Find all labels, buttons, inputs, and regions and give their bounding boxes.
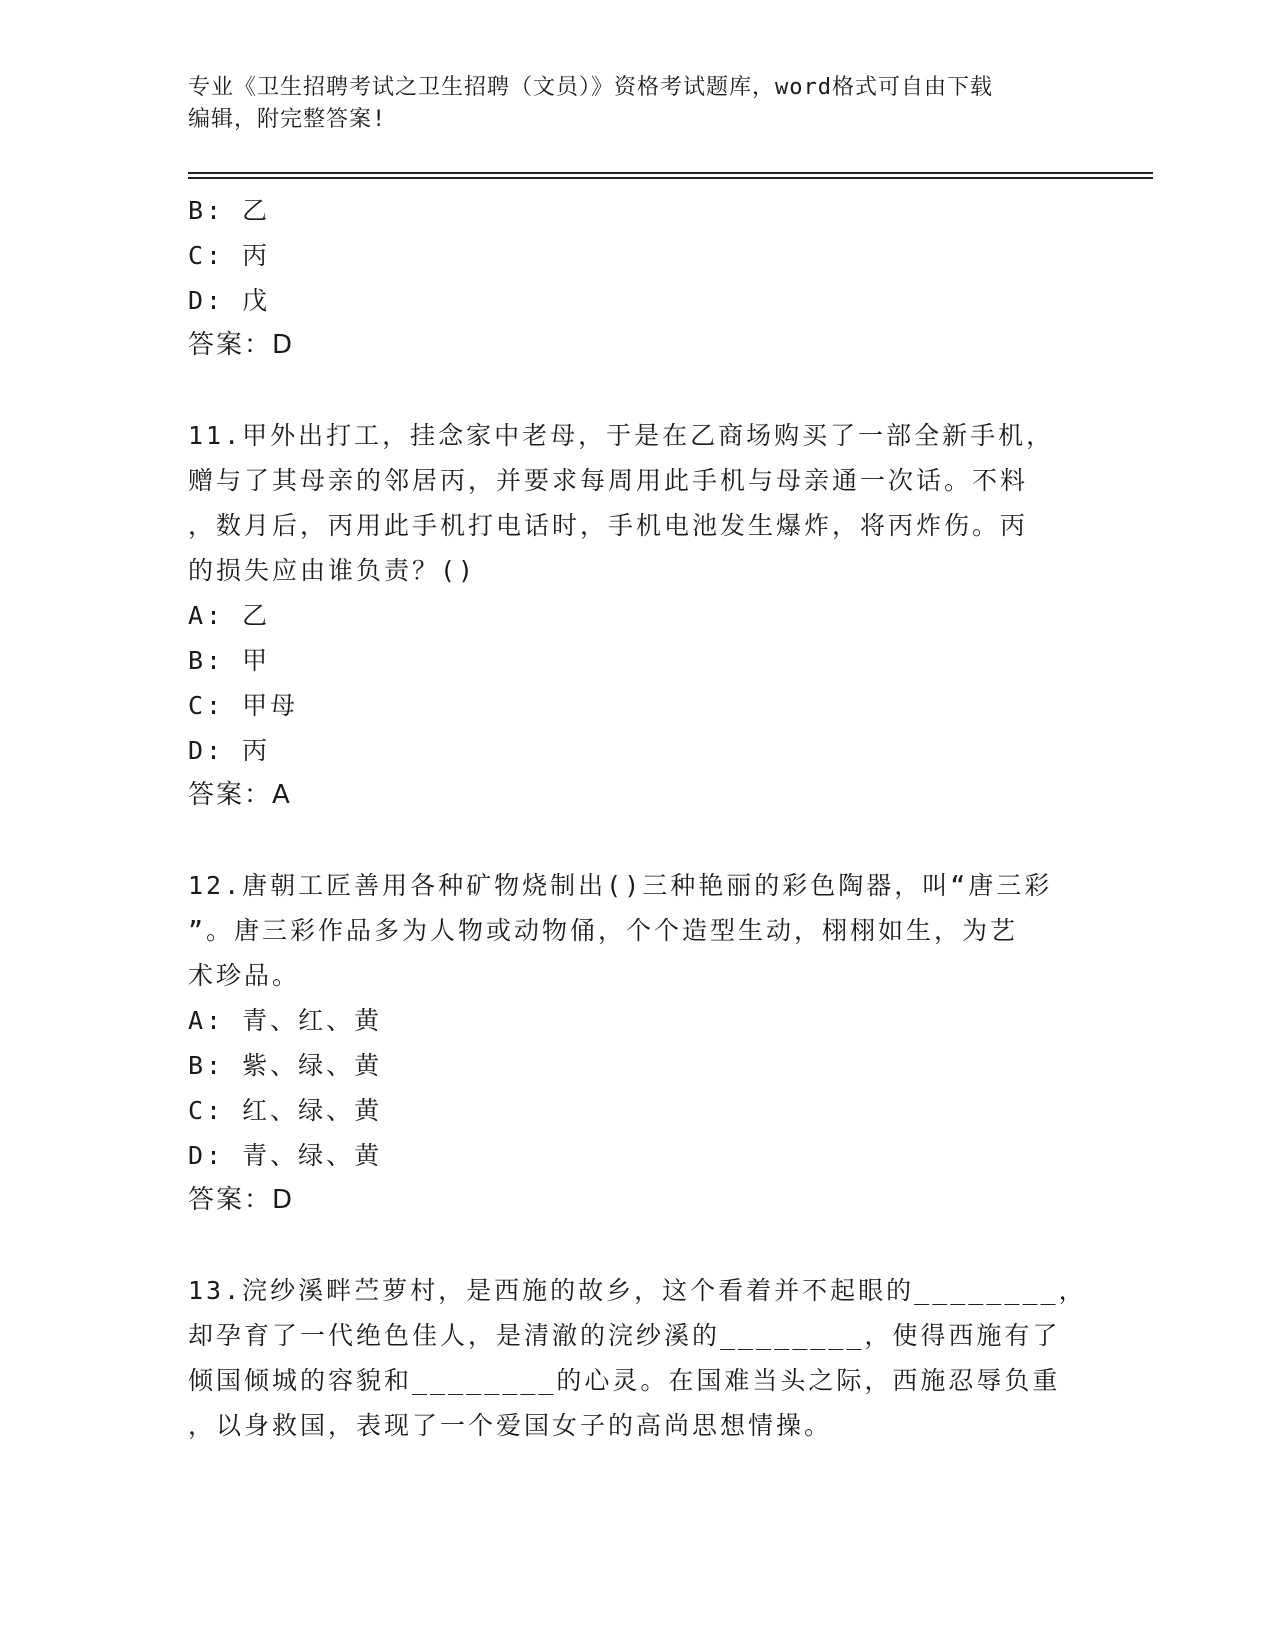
document-header — [188, 72, 1088, 136]
option-d: D: 青、绿、黄 — [188, 1141, 383, 1170]
header-line-2: 编辑，附完整答案! — [188, 107, 387, 132]
question-text-line: 赠与了其母亲的邻居丙，并要求每周用此手机与母亲通一次话。不料 — [188, 466, 1029, 495]
question-text-line: 倾国倾城的容貌和________的心灵。在国难当头之际，西施忍辱负重 — [188, 1366, 1061, 1395]
option-c: C: 甲母 — [188, 691, 299, 720]
question-13 — [188, 1268, 1088, 1448]
question-11 — [188, 413, 1088, 818]
question-text-line: 的损失应由谁负责？() — [188, 556, 477, 585]
question-text-line: 13.浣纱溪畔苎萝村，是西施的故乡，这个看着并不起眼的________， — [188, 1276, 1087, 1305]
prev-question-options — [188, 188, 1088, 368]
answer: 答案：D — [188, 1185, 295, 1215]
option-d: D: 丙 — [188, 736, 271, 765]
header-rule-top — [188, 172, 1153, 174]
option-a: A: 青、红、黄 — [188, 1006, 383, 1035]
option-b: B: 甲 — [188, 646, 271, 675]
question-text-line: 11.甲外出打工，挂念家中老母，于是在乙商场购买了一部全新手机， — [188, 421, 1055, 450]
question-text-line: 12.唐朝工匠善用各种矿物烧制出()三种艳丽的彩色陶器，叫“唐三彩 — [188, 871, 1053, 900]
question-text-line: ，数月后，丙用此手机打电话时，手机电池发生爆炸，将丙炸伤。丙 — [188, 511, 1029, 540]
question-content — [188, 188, 1088, 1448]
header-line-1: 专业《卫生招聘考试之卫生招聘（文员）》资格考试题库，word格式可自由下载 — [188, 75, 993, 100]
question-text-line: ”。唐三彩作品多为人物或动物俑，个个造型生动，栩栩如生，为艺 — [188, 916, 1019, 945]
header-rule-bottom — [188, 177, 1153, 179]
question-12 — [188, 863, 1088, 1223]
option-b: B: 紫、绿、黄 — [188, 1051, 383, 1080]
option-c: C: 丙 — [188, 241, 271, 270]
option-d: D: 戊 — [188, 286, 271, 315]
spacer — [188, 368, 1088, 413]
option-a: A: 乙 — [188, 601, 271, 630]
spacer — [188, 818, 1088, 863]
option-c: C: 红、绿、黄 — [188, 1096, 383, 1125]
option-b: B: 乙 — [188, 196, 271, 225]
question-text-line: ，以身救国，表现了一个爱国女子的高尚思想情操。 — [188, 1411, 833, 1440]
answer: 答案：D — [188, 330, 295, 360]
spacer — [188, 1223, 1088, 1268]
question-text-line: 却孕育了一代绝色佳人，是清澈的浣纱溪的________，使得西施有了 — [188, 1321, 1061, 1350]
question-text-line: 术珍品。 — [188, 961, 301, 990]
answer: 答案：A — [188, 780, 292, 810]
